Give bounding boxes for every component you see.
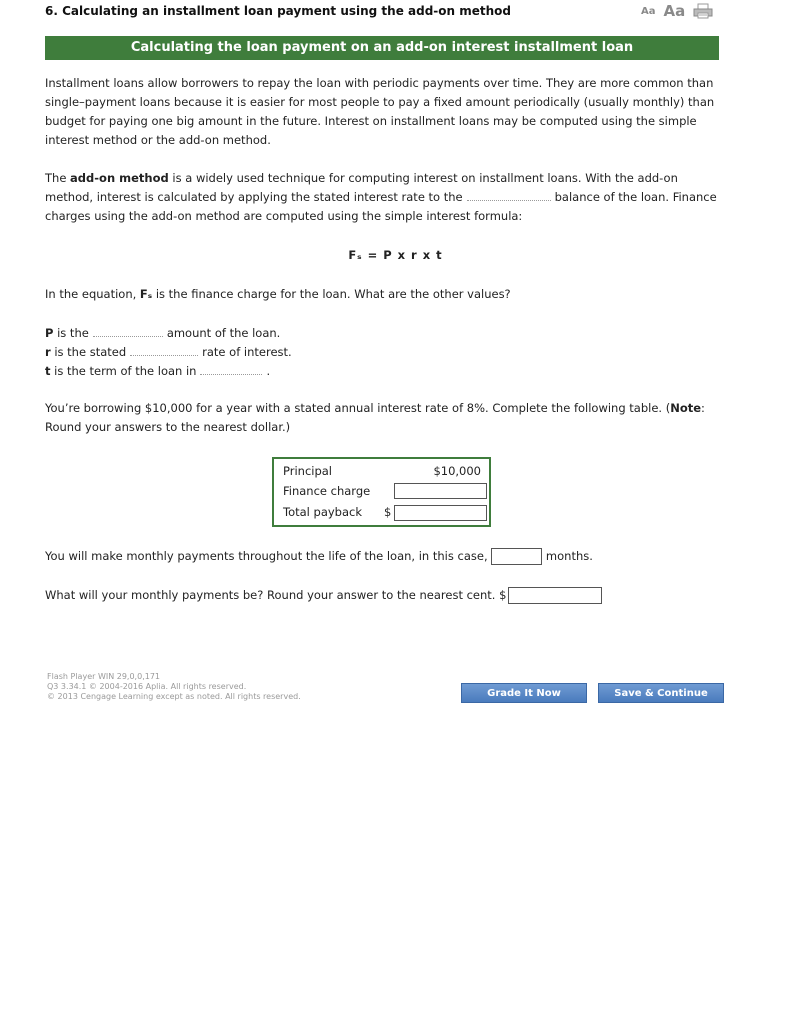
- decrease-font-button[interactable]: Aa: [641, 5, 656, 17]
- definition-t: t is the term of the loan in .: [45, 364, 271, 378]
- finance-charge-input[interactable]: [394, 483, 487, 499]
- save-and-continue-button[interactable]: Save & Continue: [598, 683, 724, 703]
- total-payback-label: Total payback: [283, 505, 362, 519]
- rate-type-dropdown[interactable]: [130, 343, 198, 356]
- font-toolbar: [641, 2, 713, 20]
- question-title: 6. Calculating an installment loan payment using the add-on method: [45, 4, 512, 18]
- increase-font-button[interactable]: Aa: [663, 2, 686, 20]
- principal-type-dropdown[interactable]: [93, 324, 163, 337]
- addon-method-term: add-on method: [70, 171, 169, 185]
- loan-table: [272, 457, 491, 527]
- term-unit-dropdown[interactable]: [200, 362, 262, 375]
- footer-info: Flash Player WIN 29,0,0,171 Q3 3.34.1 © 2004-2016 Aplia. All rights reserved. © 2013 Cengage Learning except as noted. All rights reserved.: [47, 672, 301, 701]
- scenario-paragraph: You’re borrowing $10,000 for a year with a stated annual interest rate of 8%. Complete the following table. (Note: Round your answers to the nearest dollar.): [45, 401, 705, 434]
- equation-question: In the equation, Fₛ is the finance charge for the loan. What are the other values?: [45, 287, 511, 301]
- printer-icon[interactable]: [693, 3, 713, 19]
- variable-definitions: [45, 324, 292, 381]
- section-banner: Calculating the loan payment on an add-on interest installment loan: [45, 36, 719, 60]
- principal-label: Principal: [283, 464, 333, 478]
- intro-paragraph: Installment loans allow borrowers to repay the loan with periodic payments over time. They are more common than single–payment loans because it is easier for most people to pay a fixed amount periodically (usually monthly) than budget for paying one big amount in the future. Interest on installment loans may be computed using the simple interest method or the add-on method.: [45, 76, 715, 147]
- definition-p: P is the amount of the loan.: [45, 326, 281, 340]
- principal-value: $10,000: [433, 464, 481, 478]
- total-payback-input[interactable]: [394, 505, 487, 521]
- simple-interest-formula: Fₛ = P x r x t: [348, 248, 443, 262]
- grade-it-now-button[interactable]: Grade It Now: [461, 683, 587, 703]
- total-payback-dollar: $: [384, 505, 392, 519]
- definition-r: r is the stated rate of interest.: [45, 345, 292, 359]
- monthly-payment-input[interactable]: [508, 587, 602, 604]
- months-input[interactable]: [491, 548, 542, 565]
- finance-charge-label: Finance charge: [283, 484, 371, 498]
- monthly-payments-question: You will make monthly payments throughout the life of the loan, in this case, months.: [45, 549, 593, 563]
- monthly-payment-question: What will your monthly payments be? Round your answer to the nearest cent. $: [45, 586, 720, 605]
- balance-type-dropdown[interactable]: [467, 188, 551, 201]
- addon-paragraph: The add-on method is a widely used technique for computing interest on installment loans. With the add-on method, interest is calculated by applying the stated interest rate to the balance of the loan. Finance charges using the add-on method are computed using the simple interest formula:: [45, 171, 717, 223]
